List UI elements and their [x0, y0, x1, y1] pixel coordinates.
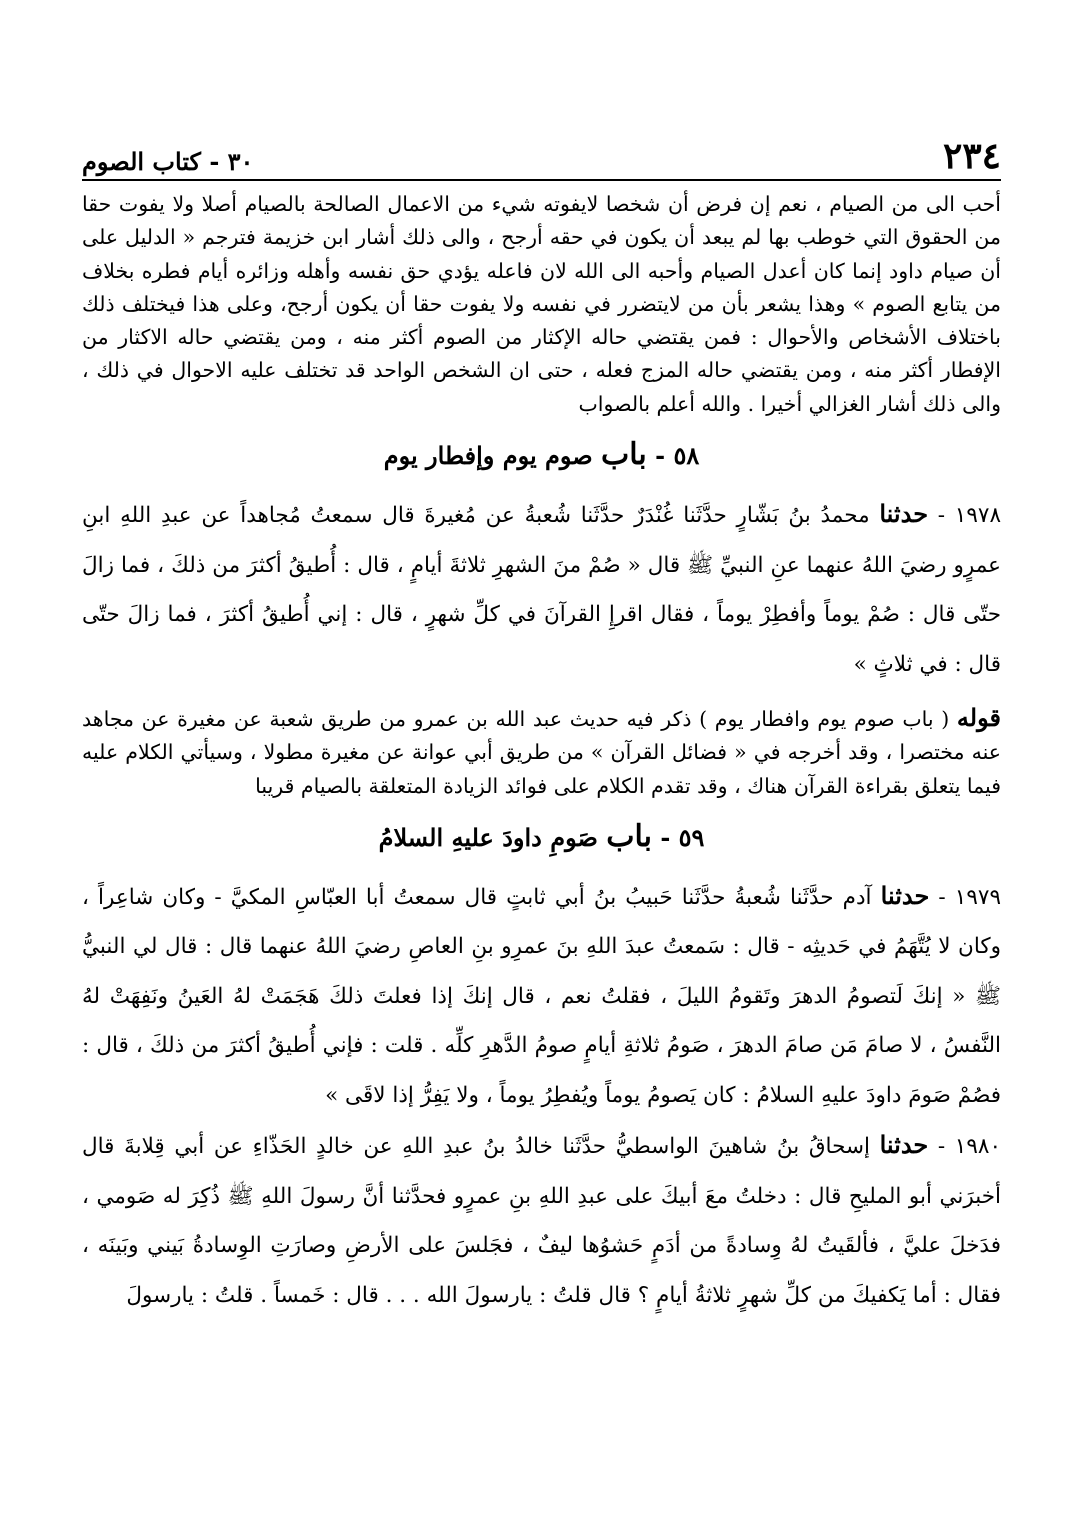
- page-header: [82, 130, 1001, 177]
- hadith-1980: [82, 1120, 1001, 1320]
- commentary-paragraph-1: أحب الى من الصيام ، نعم إن فرض أن شخصا لايفوته شيء من الاعمال الصالحة بالصيام أصلا ولا يفوت حقا من الحقوق التي خوطب بها لم يبعد أن يكون في حقه أرجح ، والى ذلك أشار ابن خزيمة فترجم « الدليل على أن صيام داود إنما كان أعدل الصيام وأحبه الى الله لان فاعله يؤدي حق نفسه وأهله وزائره أيام فطره بخلاف من يتابع الصوم » وهذا يشعر بأن من لايتضرر في نفسه ولا يفوت حقا أن يكون أرجح، وعلى هذا فيختلف ذلك باختلاف الأشخاص والأحوال : فمن يقتضي حاله الإكثار من الصوم أكثر منه ، ومن يقتضي حاله الاكثار من الإفطار أكثر منه ، ومن يقتضي حاله المزج فعله ، حتى ان الشخص الواحد قد تختلف عليه الاحوال في ذلك ، والى ذلك أشار الغزالي أخيرا . والله أعلم بالصواب: [82, 192, 1001, 416]
- page-body: [82, 188, 1001, 1320]
- commentary-text: ( باب صوم يوم وافطار يوم ) ذكر فيه حديث عبد الله بن عمرو من طريق شعبة عن مغيرة عن مجاهد عنه مختصرا ، وقد أخرجه في « فضائل القرآن » من طريق أبي عوانة عن مغيرة مطولا ، وسيأتي الكلام عليه فيما يتعلق بقراءة القرآن هناك ، وقد تقدم الكلام على فوائد الزيادة المتعلقة بالصيام قريبا: [82, 707, 1001, 798]
- hadith-number: ١٩٧٩ -: [938, 884, 1001, 910]
- chapter-bab-label: باب: [601, 437, 647, 473]
- hadith-1978: [82, 489, 1001, 689]
- chapter-number: ٥٨ -: [655, 441, 700, 471]
- hadith-lead-word: حدثنا: [879, 499, 929, 529]
- hadith-1979: [82, 871, 1001, 1121]
- hadith-number: ١٩٧٨ -: [937, 503, 1001, 529]
- running-title: ٣٠ - كتاب الصوم: [82, 147, 254, 176]
- chapter-bab-label: باب: [606, 818, 652, 854]
- chapter-title: صوم يوم وإفطار يوم: [383, 441, 593, 471]
- hadith-text: إسحاقُ بنُ شاهينَ الواسطيُّ حدَّثَنا خالدُ بنُ عبدِ اللهِ عن خالدٍ الحَذّاءِ عن أبي قِلابةَ قال أخبرَني أبو المليحِ قال : دخلتُ معَ أبيكَ على عبدِ اللهِ بنِ عمرٍو فحدَّثنا أنَّ رسولَ اللهِ ﷺ ذُكِرَ له صَومي ، فدَخلَ عليَّ ، فألقَيتُ لهُ وِسادةً من أدَمٍ حَشوُها ليفٌ ، فجَلسَ على الأرضِ وصارَتِ الوِسادةُ بَيني وبَينَه ، فقال : أما يَكفيكَ من كلِّ شهرٍ ثلاثةُ أيامٍ ؟ قال قلتُ : يارسولَ الله . . . قال : خَمساً . قلتُ : يارسولَ: [82, 1134, 1001, 1308]
- chapter-heading-59: [82, 803, 1001, 871]
- header-rule: [82, 179, 1001, 181]
- hadith-text: آدم حدَّثَنا شُعبةُ حدَّثَنا حَبيبُ بنُ أبي ثابتٍ قال سمعتُ أبا العبّاسِ المكيَّ - وكان شاعِراً ، وكان لا يُتَّهَمُ في حَديثِه - قال : سَمعتُ عبدَ اللهِ بنَ عمرِو بنِ العاصِ رضيَ اللهُ عنهما قال : قال لي النبيُّ ﷺ « إنكَ لَتصومُ الدهرَ وتَقومُ الليلَ ، فقلتُ نعم ، قال إنكَ إذا فعلتَ ذلكَ هَجَمَتْ لهُ العَينُ ونَفِهَتْ لهُ النَّفسُ ، لا صامَ مَن صامَ الدهرَ ، صَومُ ثلاثةِ أيامٍ صومُ الدَّهرِ كلِّه . قلت : فإني أُطيقُ أكثرَ من ذلكَ ، قال : فصُمْ صَومَ داودَ عليهِ السلامُ : كان يَصومُ يوماً ويُفطِرُ يوماً ، ولا يَفِرُّ إذا لاقَى »: [82, 884, 1001, 1108]
- chapter-title: صَومِ داودَ عليهِ السلامُ: [378, 822, 598, 852]
- chapter-number: ٥٩ -: [660, 822, 705, 852]
- spacer: [82, 689, 1001, 701]
- hadith-lead-word: حدثنا: [879, 1130, 929, 1160]
- page-number: ٢٣٤: [942, 135, 1001, 177]
- hadith-text: محمدُ بنُ بَشّارٍ حدَّثَنا غُنْدَرٌ حدَّثَنا شُعبةُ عن مُغيرةَ قال سمعتُ مُجاهداً عن عبدِ اللهِ ابنِ عمرٍو رضيَ اللهُ عنهما عنِ النبيِّ ﷺ قال « صُمْ منَ الشهرِ ثلاثةَ أيامٍ ، قال : أُطيقُ أكثرَ من ذلكَ ، فما زالَ حتّى قال : صُمْ يوماً وأفطِرْ يوماً ، فقال اقرإِ القرآنَ في كلِّ شهرٍ ، قال : إني أُطيقُ أكثرَ ، فما زالَ حتّى قال : في ثلاثٍ »: [82, 503, 1001, 677]
- commentary-paragraph-2: [82, 701, 1001, 803]
- chapter-heading-58: [82, 421, 1001, 489]
- hadith-lead-word: حدثنا: [880, 880, 930, 910]
- hadith-number: ١٩٨٠ -: [937, 1134, 1001, 1160]
- commentary-lead-word: قوله: [956, 703, 1001, 733]
